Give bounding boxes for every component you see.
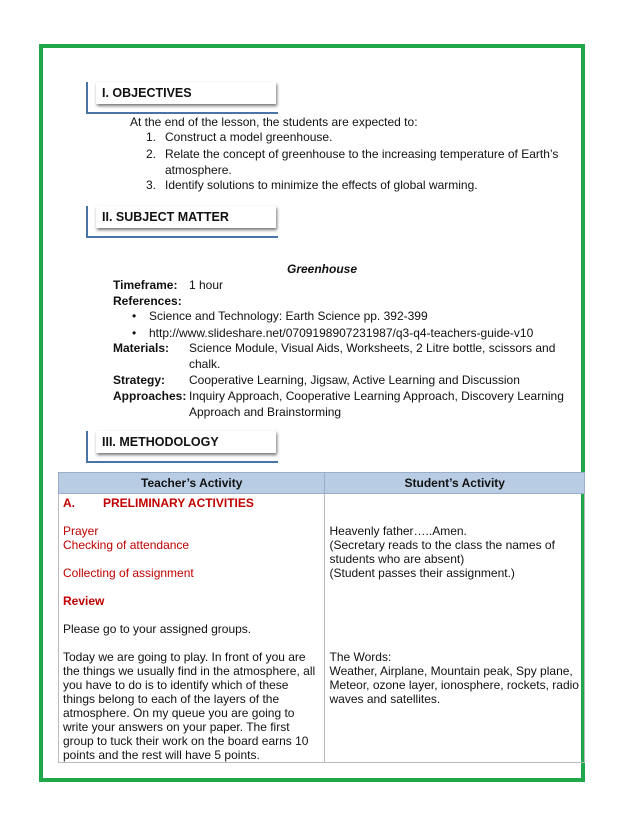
words-label: The Words: xyxy=(329,650,392,664)
timeframe-value: 1 hour xyxy=(189,278,224,292)
teacher-column-header: Teacher’s Activity xyxy=(59,473,325,494)
teacher-activity-cell xyxy=(59,494,325,763)
assignment-item: Collecting of assignment xyxy=(63,566,194,580)
subject-heading: II. SUBJECT MATTER xyxy=(96,206,276,228)
review-heading: Review xyxy=(63,594,105,608)
preliminary-letter: A. xyxy=(63,496,75,510)
objectives-heading-box xyxy=(86,82,278,114)
table-header-row xyxy=(59,473,585,494)
objective-number: 2. xyxy=(146,147,157,161)
objective-item: Identify solutions to minimize the effects of global warming. xyxy=(165,178,478,192)
strategy-value: Cooperative Learning, Jigsaw, Active Learning and Discussion xyxy=(189,373,520,387)
prayer-item: Prayer xyxy=(63,524,99,538)
groups-instruction: Please go to your assigned groups. xyxy=(63,622,252,636)
materials-value: Science Module, Visual Aids, Worksheets, 2 Litre bottle, scissors and xyxy=(189,341,556,355)
approaches-value-continued: Approach and Brainstorming xyxy=(189,405,342,419)
references-label: References: xyxy=(113,294,182,308)
words-list: Weather, Airplane, Mountain peak, Spy plane, Meteor, ozone layer, ionosphere, rockets, radio waves and satellites. xyxy=(329,664,579,706)
objective-number: 3. xyxy=(146,178,157,192)
student-column-header: Student’s Activity xyxy=(325,473,585,494)
objective-number: 1. xyxy=(146,130,157,144)
table-row xyxy=(59,494,585,763)
approaches-value: Inquiry Approach, Cooperative Learning Approach, Discovery Learning xyxy=(189,389,564,403)
methodology-table xyxy=(58,472,585,763)
preliminary-title: PRELIMINARY ACTIVITIES xyxy=(103,496,254,510)
lesson-title: Greenhouse xyxy=(287,262,358,276)
subject-heading-box xyxy=(86,206,278,238)
approaches-label: Approaches: xyxy=(113,389,187,403)
objective-item-continued: atmosphere. xyxy=(165,163,232,177)
bullet-icon: • xyxy=(132,326,137,340)
objectives-intro: At the end of the lesson, the students are expected to: xyxy=(130,115,418,129)
objective-item: Construct a model greenhouse. xyxy=(165,130,333,144)
timeframe-label: Timeframe: xyxy=(113,278,178,292)
preliminary-heading xyxy=(63,496,320,510)
objective-item: Relate the concept of greenhouse to the increasing temperature of Earth’s xyxy=(165,147,559,161)
reference-item: http://www.slideshare.net/0709198907231987/q3-q4-teachers-guide-v10 xyxy=(149,326,534,340)
methodology-heading-box xyxy=(86,431,278,463)
student-attendance: (Secretary reads to the class the names of students who are absent) xyxy=(329,538,555,566)
student-prayer: Heavenly father…..Amen. xyxy=(329,524,467,538)
strategy-label: Strategy: xyxy=(113,373,166,387)
methodology-heading: III. METHODOLOGY xyxy=(96,431,276,453)
materials-label: Materials: xyxy=(113,341,170,355)
student-assignment: (Student passes their assignment.) xyxy=(329,566,515,580)
bullet-icon: • xyxy=(132,309,137,323)
attendance-item: Checking of attendance xyxy=(63,538,190,552)
objectives-heading: I. OBJECTIVES xyxy=(96,82,276,104)
reference-item: Science and Technology: Earth Science pp. 392-399 xyxy=(149,309,428,323)
game-instruction: Today we are going to play. In front of you are the things we usually find in the atmosphere, all you have to do is to identify which of these things belong to each of the layers of the atmosphere. On my queue you are going to write your answers on your paper. The first group to tuck their work on the board earns 10 points and the rest will have 5 points. xyxy=(63,650,316,762)
student-activity-cell xyxy=(325,494,585,763)
materials-value-continued: chalk. xyxy=(189,357,221,371)
